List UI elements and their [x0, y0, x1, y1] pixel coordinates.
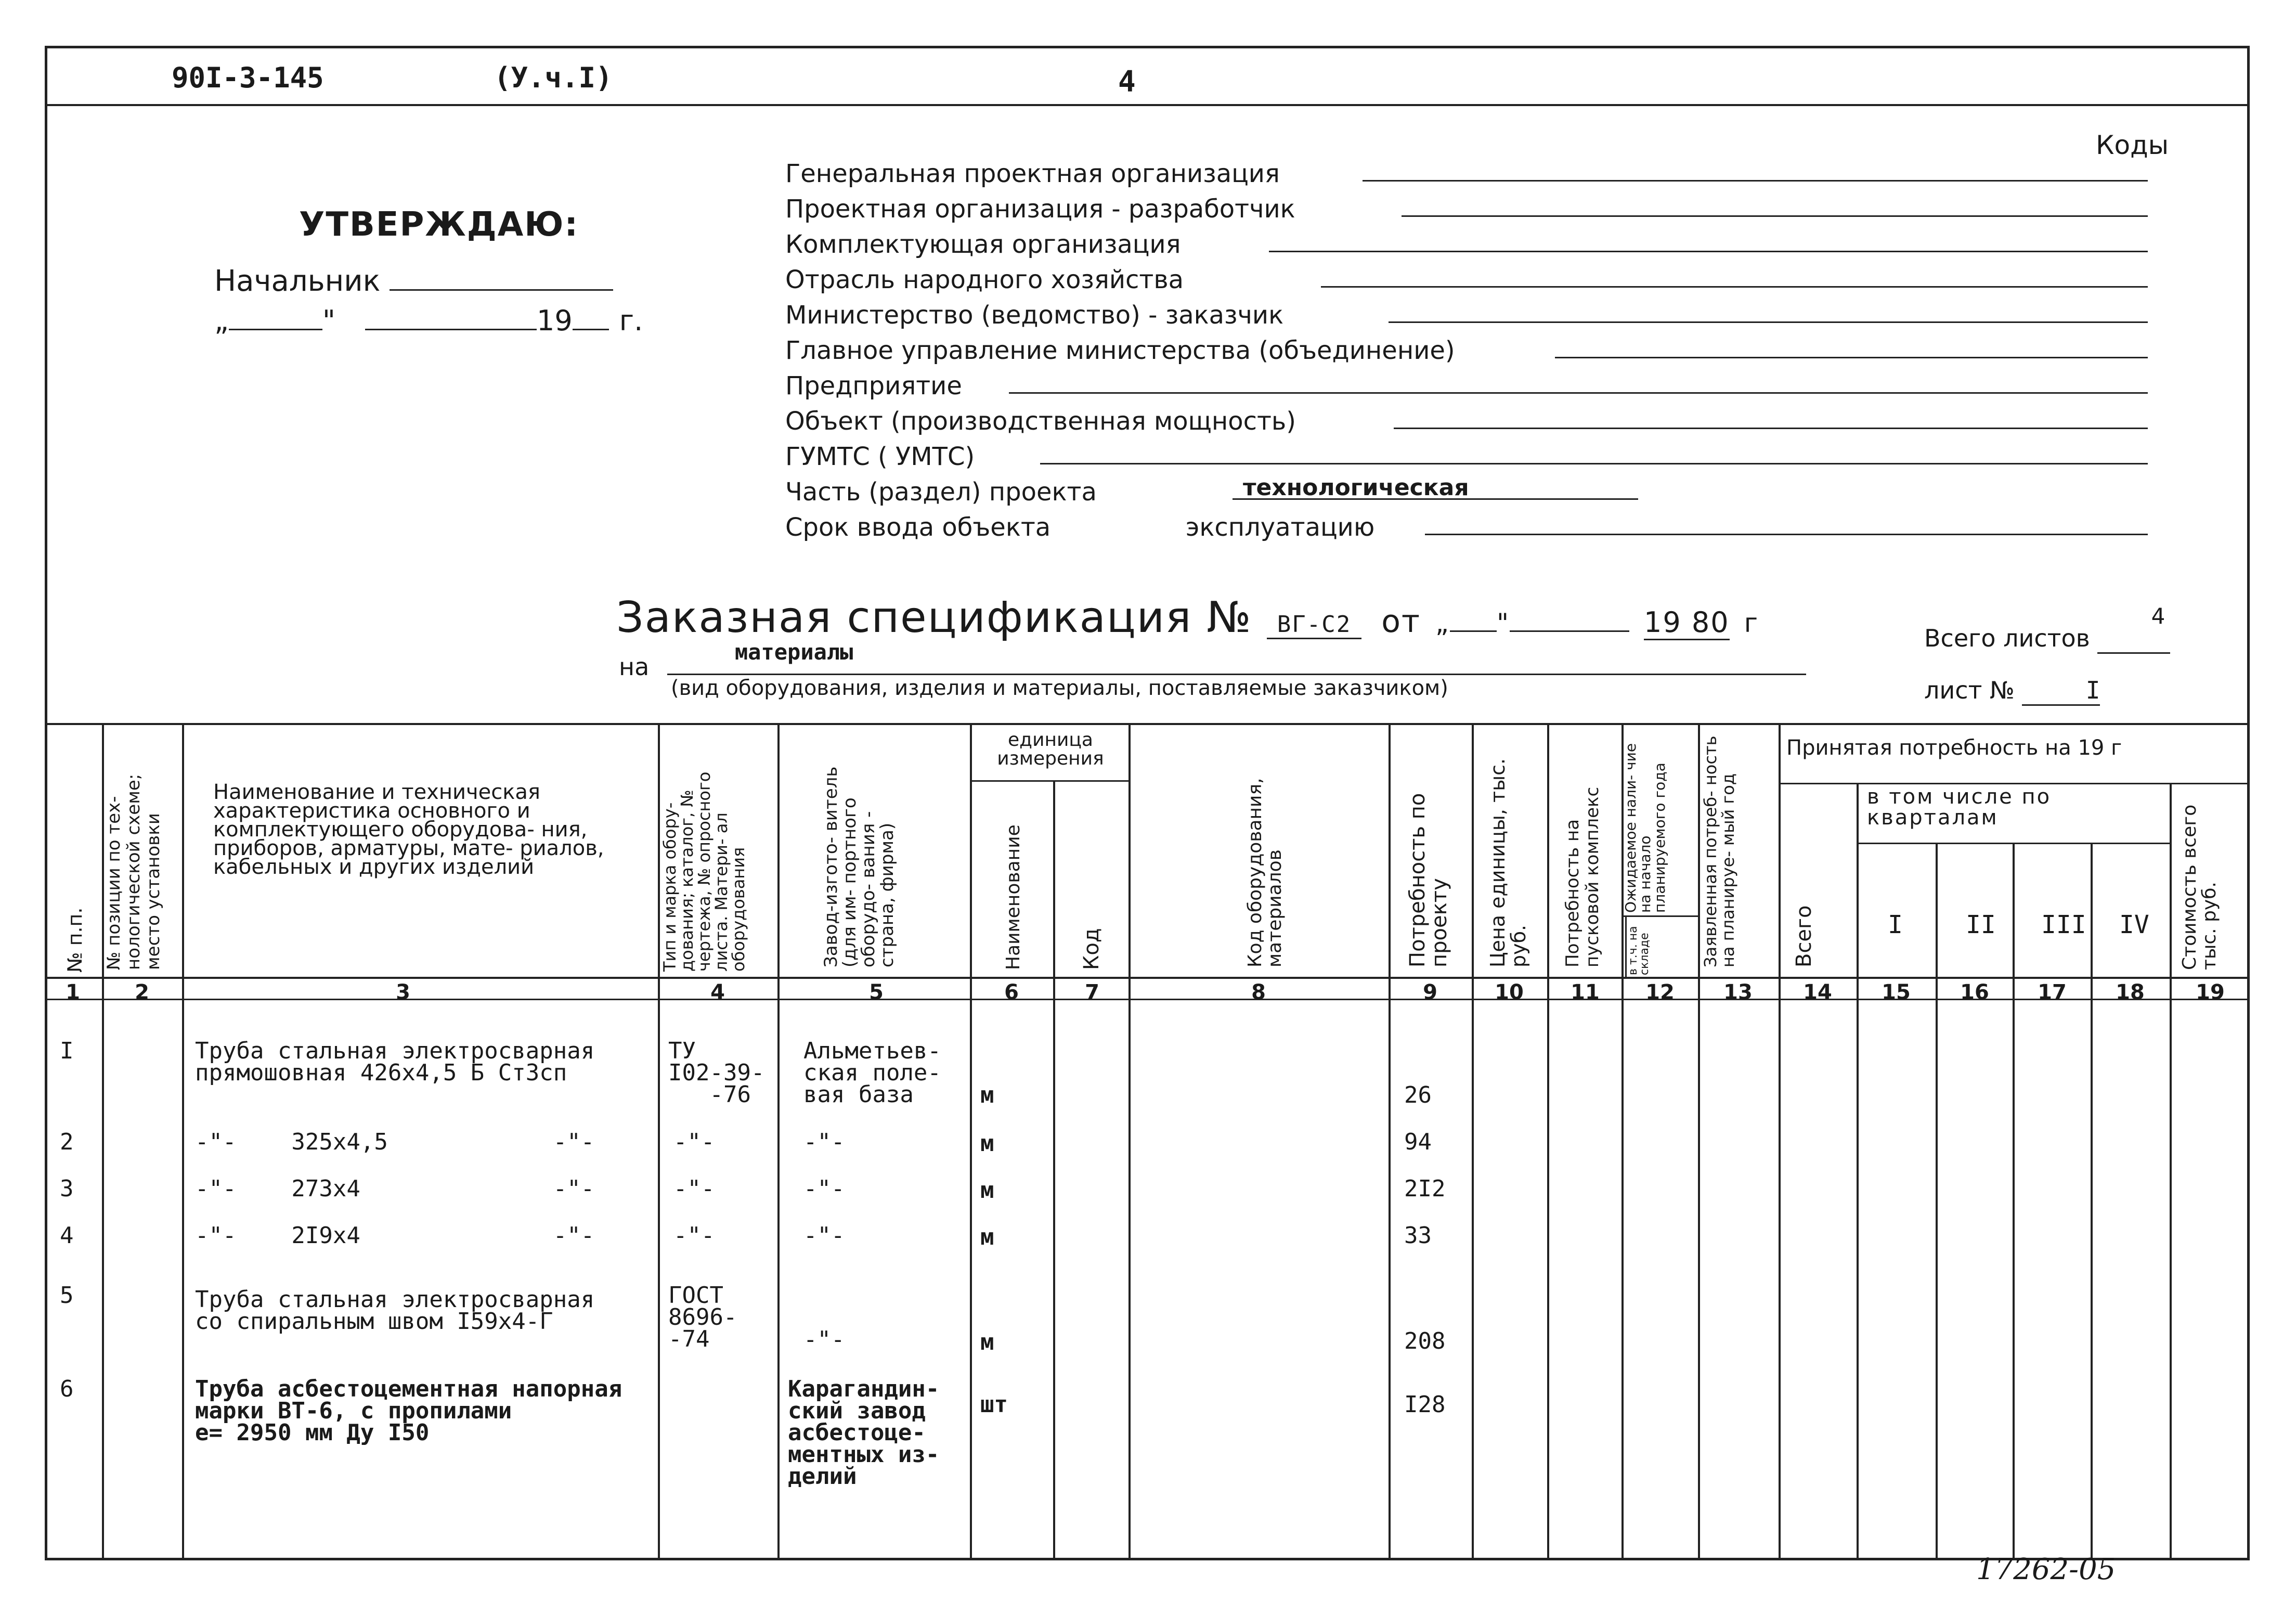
row4-maker: -"- [803, 1222, 845, 1249]
org-row [785, 510, 1455, 545]
total-sheets-label: Всего листов [1924, 624, 2090, 652]
hdr-col1: № п.п. [63, 907, 86, 973]
colnum-11: 11 [1571, 980, 1600, 1004]
row3-maker: -"- [803, 1175, 845, 1202]
hdr-col10: Цена единицы, тыс. руб. [1486, 758, 1530, 967]
colnum-16: 16 [1960, 980, 1989, 1004]
col-divider [1936, 843, 1938, 1560]
colnum-14: 14 [1803, 980, 1832, 1004]
spec-subject-note: (вид оборудования, изделия и материалы, поставляемые заказчиком) [671, 676, 1448, 700]
hdr-col5: Завод-изгото- витель (для им- портного оборудо- вания - страна, фирма) [821, 766, 898, 967]
col-divider [2013, 843, 2015, 1560]
org-row [785, 368, 1455, 404]
col-divider [2170, 783, 2172, 1560]
org-label: ГУМТС ( УМТС) [785, 442, 975, 471]
row6-name: Труба асбестоцементная напорная марки ВТ-6, с пропилами е= 2950 мм Ду I50 [195, 1376, 622, 1446]
row2-type: -"- [673, 1129, 715, 1155]
row1-name: Труба стальная электросварная прямошовная 426х4,5 Б Ст3сп [195, 1038, 595, 1086]
org-row [785, 262, 1455, 298]
row5-maker: -"- [803, 1326, 845, 1353]
col12-sub-divider [1622, 915, 1698, 917]
top-strip-divider [45, 104, 2250, 106]
col-divider [777, 723, 780, 1560]
spec-from: от [1381, 603, 1421, 640]
spec-title: Заказная спецификация № [616, 593, 1252, 642]
spec-quote-close: " [1496, 608, 1510, 638]
chief-label: Начальник [214, 264, 381, 298]
col-divider [1053, 780, 1055, 1560]
date-year-prefix: 19 [537, 304, 573, 337]
org-row [785, 156, 1455, 191]
colnum-15: 15 [1882, 980, 1911, 1004]
colnum-5: 5 [869, 980, 884, 1004]
row3-name: -"- 273х4 -"- [195, 1175, 595, 1202]
hdr-q1: I [1888, 910, 1903, 939]
colnum-13: 13 [1723, 980, 1753, 1004]
hdr-unit-group: единица измерения [997, 729, 1104, 769]
archive-stamp: 17262-05 [1976, 1553, 2116, 1586]
row4-name: -"- 2I9х4 -"- [195, 1222, 595, 1249]
colnum-1: 1 [66, 980, 80, 1004]
row6-number: 6 [60, 1376, 74, 1402]
hdr-accepted-group: Принятая потребность на 19 г [1786, 736, 2122, 760]
hdr-col12: Ожидаемое нали- чие на начало планируемого года [1622, 743, 1668, 913]
colnum-12: 12 [1645, 980, 1675, 1004]
commissioning-value: эксплуатацию [1186, 513, 1375, 542]
project-part-value: технологическая [1243, 474, 1469, 501]
row3-type: -"- [673, 1175, 715, 1202]
table-top-border [45, 723, 2250, 725]
colnum-3: 3 [396, 980, 410, 1004]
spec-day-line [1450, 630, 1497, 632]
doc-code: 90I-3-145 [172, 61, 324, 94]
col-divider [1389, 723, 1391, 1560]
hdr-col19: Стоимость всего тыс. руб. [2179, 804, 2220, 970]
spec-on: на [619, 653, 650, 681]
org-row [785, 298, 1455, 333]
org-label: Министерство (ведомство) - заказчик [785, 301, 1284, 330]
date-year-line [573, 329, 609, 330]
hdr-q4: IV [2119, 910, 2149, 939]
row3-qty: 2I2 [1404, 1175, 1446, 1202]
hdr-col12b: в т.ч. на складе [1627, 926, 1651, 975]
row2-maker: -"- [803, 1129, 845, 1155]
org-label: Главное управление министерства (объединение) [785, 336, 1455, 365]
colnum-18: 18 [2116, 980, 2145, 1004]
total-sheets-field [2097, 603, 2170, 654]
row5-name: Труба стальная электросварная со спиральным швом I59х4-Г [195, 1286, 595, 1335]
col-divider [1472, 723, 1474, 1560]
spec-subject: материалы [734, 639, 853, 665]
spec-year-suffix: г [1744, 608, 1759, 638]
colnum-6: 6 [1004, 980, 1019, 1004]
page-number: 4 [1118, 65, 1136, 99]
row5-qty: 208 [1404, 1328, 1446, 1354]
organization-list [785, 156, 1469, 545]
org-label: Объект (производственная мощность) [785, 407, 1296, 436]
row1-type: ТУ I02-39- -76 [668, 1038, 765, 1108]
spec-number: ВГ-С2 [1267, 611, 1361, 639]
spec-subject-field [667, 639, 1806, 675]
doc-volume: (У.ч.I) [494, 61, 613, 94]
quarter-group-divider [1857, 843, 2170, 844]
column-number-bottom [45, 999, 2250, 1000]
colnum-7: 7 [1085, 980, 1099, 1004]
org-label: Отрасль народного хозяйства [785, 265, 1184, 294]
col-divider [1698, 723, 1700, 1560]
row4-type: -"- [673, 1222, 715, 1249]
colnum-2: 2 [135, 980, 149, 1004]
approval-date [214, 304, 643, 337]
colnum-4: 4 [710, 980, 725, 1004]
org-row [785, 333, 1455, 368]
row4-number: 4 [60, 1222, 74, 1249]
org-label: Предприятие [785, 371, 962, 400]
org-row [785, 474, 1469, 510]
row6-qty: I28 [1404, 1391, 1446, 1418]
spec-title-line [616, 593, 1759, 642]
row2-qty: 94 [1404, 1129, 1432, 1155]
col-divider [2091, 843, 2093, 1560]
hdr-col4: Тип и марка обору- дования; каталог, № чертежа, № опросного листа. Матери- ал оборудования [660, 771, 748, 972]
colnum-17: 17 [2038, 980, 2067, 1004]
hdr-q2: II [1966, 910, 1996, 939]
row6-maker: Карагандин- ский завод асбестоце- ментных из- делий [788, 1376, 940, 1490]
hdr-quarter-group: в том числе по кварталам [1867, 785, 2052, 830]
col-divider [182, 723, 184, 1560]
hdr-col11: Потребность на пусковой комплекс [1562, 786, 1603, 967]
org-label: Проектная организация - разработчик [785, 195, 1295, 224]
hdr-q3: III [2041, 910, 2086, 939]
approval-title: УТВЕРЖДАЮ: [299, 205, 579, 244]
accepted-group-divider [1779, 783, 2250, 784]
approval-chief [214, 264, 613, 298]
row6-unit: шт [980, 1391, 1008, 1418]
row3-unit: м [980, 1177, 994, 1204]
hdr-col14: Всего [1792, 905, 1816, 967]
date-quote-close: " [322, 304, 335, 337]
row1-number: I [60, 1038, 74, 1064]
sheet-label: лист № [1924, 676, 2015, 704]
row5-type: ГОСТ 8696- -74 [668, 1282, 737, 1352]
sheet-number [1924, 676, 2100, 706]
hdr-col3: Наименование и техническая характеристика основного и комплектующего оборудова- ния, приборов, арматуры, мате- риалов, кабельных и других изделий [213, 780, 604, 879]
date-month-line [365, 329, 537, 330]
colnum-9: 9 [1423, 980, 1437, 1004]
chief-signature-line [390, 289, 613, 291]
spec-quote: „ [1435, 608, 1450, 638]
colnum-10: 10 [1495, 980, 1524, 1004]
sheet-value: I [2022, 676, 2100, 706]
row4-unit: м [980, 1224, 994, 1250]
date-suffix: г. [619, 304, 643, 337]
hdr-col8: Код оборудования, материалов [1244, 778, 1286, 967]
row5-number: 5 [60, 1282, 74, 1309]
row1-unit: м [980, 1082, 994, 1108]
hdr-col9: Потребность по проекту [1406, 793, 1451, 967]
col-divider [1857, 783, 1859, 1560]
org-row [785, 191, 1455, 227]
colnum-8: 8 [1251, 980, 1266, 1004]
spec-year: 19 80 [1644, 606, 1730, 640]
row1-maker: Альметьев- ская поле- вая база [803, 1038, 941, 1108]
org-label: Часть (раздел) проекта [785, 477, 1097, 507]
org-row [785, 404, 1455, 439]
date-day-line [229, 329, 322, 330]
org-row [785, 227, 1455, 262]
hdr-col6: Наименование [1003, 824, 1024, 970]
row1-qty: 26 [1404, 1082, 1432, 1108]
org-label: Комплектующая организация [785, 230, 1181, 259]
row4-qty: 33 [1404, 1222, 1432, 1249]
colnum-19: 19 [2196, 980, 2225, 1004]
org-row [785, 439, 1455, 474]
spec-month-line [1510, 630, 1629, 632]
unit-group-divider [970, 780, 1128, 782]
row2-number: 2 [60, 1129, 74, 1155]
org-label: Срок ввода объекта [785, 513, 1051, 542]
hdr-col7: Код [1080, 928, 1104, 970]
col-divider [1547, 723, 1549, 1560]
total-sheets-value: 4 [2151, 603, 2165, 629]
row5-unit: м [980, 1329, 994, 1355]
hdr-col13: Заявленная потреб- ность на планируе- мый год [1701, 735, 1738, 967]
org-label: Генеральная проектная организация [785, 159, 1280, 188]
codes-label: Коды [2096, 130, 2169, 160]
col-divider [970, 723, 972, 1560]
date-quote-open: „ [214, 304, 229, 337]
row3-number: 3 [60, 1175, 74, 1202]
table-header-bottom [45, 977, 2250, 979]
row2-unit: м [980, 1130, 994, 1157]
col-divider [1128, 723, 1131, 1560]
hdr-col2: № позиции по тех- нологической схеме; место установки [103, 773, 164, 970]
col-divider [1779, 723, 1781, 1560]
total-sheets [1924, 603, 2170, 654]
row2-name: -"- 325х4,5 -"- [195, 1129, 595, 1155]
